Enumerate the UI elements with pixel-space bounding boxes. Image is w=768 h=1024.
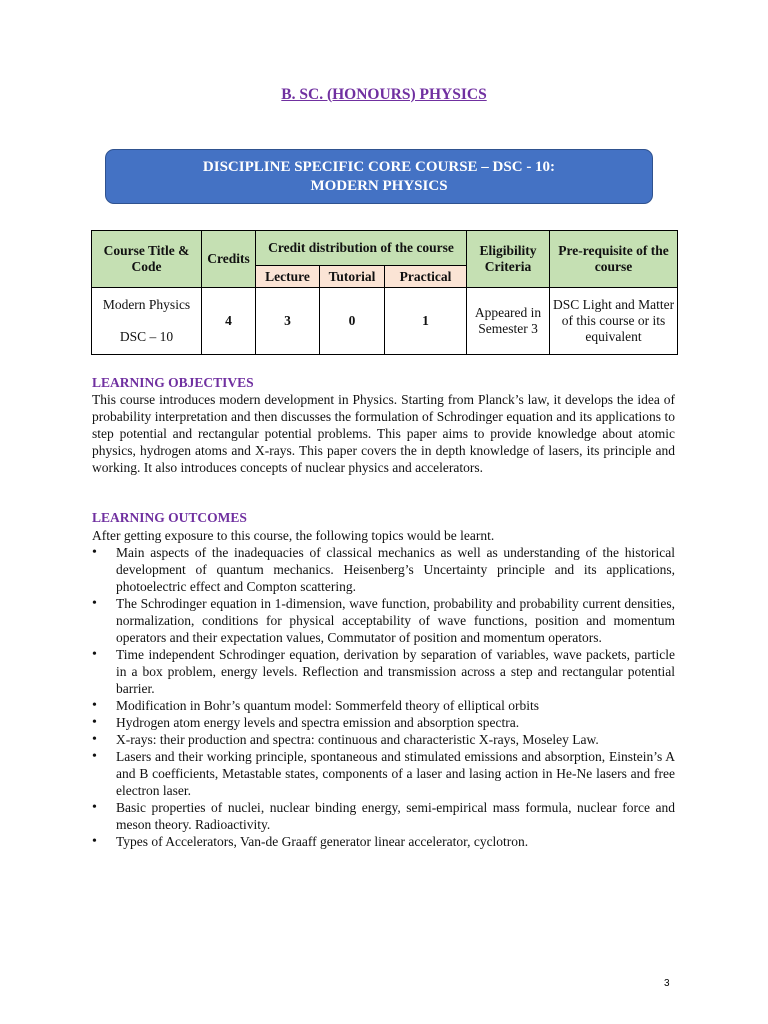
header-credit-distribution: Credit distribution of the course: [256, 231, 467, 266]
learning-objectives-text: This course introduces modern development in Physics. Starting from Planck’s law, it develops the idea of probability interpretation and then discusses the formulation of Schrodinger equation and its applications to step potential and rectangular potential problems. This paper aims to provide knowledge about atomic physics, hydrogen atoms and X-rays. This paper covers the in depth knowledge of lasers, its principle and working. It also introduces concepts of nuclear physics and accelerators.: [92, 392, 675, 475]
cell-eligibility: Appeared in Semester 3: [467, 288, 550, 355]
list-item: • Time independent Schrodinger equation, derivation by separation of variables, wave packets, particle in a box problem, energy levels. Reflection and transmission across a step and rectangular potential barrier.: [92, 646, 675, 697]
header-tutorial: Tutorial: [320, 266, 385, 288]
cell-prerequisite: DSC Light and Matter of this course or its equivalent: [550, 288, 678, 355]
learning-objectives-heading: LEARNING OBJECTIVES: [92, 375, 254, 390]
credit-distribution-table: [91, 230, 678, 355]
header-prerequisite: Pre-requisite of the course: [550, 231, 678, 288]
cell-lecture: 3: [256, 288, 320, 355]
list-item: • Basic properties of nuclei, nuclear binding energy, semi-empirical mass formula, nuclear force and meson theory. Radioactivity.: [92, 799, 675, 833]
learning-outcomes-heading: LEARNING OUTCOMES: [92, 510, 247, 525]
cell-practical: 1: [385, 288, 467, 355]
cell-tutorial: 0: [320, 288, 385, 355]
list-item: • Lasers and their working principle, spontaneous and stimulated emissions and absorption, Einstein’s A and B coefficients, Metastable states, components of a laser and lasing action in He-Ne lasers and free electron laser.: [92, 748, 675, 799]
list-item: • The Schrodinger equation in 1-dimension, wave function, probability and probability current densities, normalization, conditions for physical acceptability of wave functions, position and momentum operators and their expectation values, Commutator of position and momentum operators.: [92, 595, 675, 646]
course-name: Modern Physics: [102, 297, 191, 312]
header-practical: Practical: [385, 266, 467, 288]
banner-line-2: MODERN PHYSICS: [310, 178, 448, 194]
cell-course: [92, 288, 202, 355]
header-credits: Credits: [202, 231, 256, 288]
list-item: • X-rays: their production and spectra: continuous and characteristic X-rays, Moseley Law.: [92, 731, 675, 748]
header-lecture: Lecture: [256, 266, 320, 288]
cell-credits: 4: [202, 288, 256, 355]
page-title: B. SC. (HONOURS) PHYSICS: [281, 86, 487, 103]
list-item: • Modification in Bohr’s quantum model: Sommerfeld theory of elliptical orbits: [92, 697, 675, 714]
learning-outcomes-list: [92, 544, 675, 850]
list-item: • Types of Accelerators, Van-de Graaff generator linear accelerator, cyclotron.: [92, 833, 675, 850]
list-item: • Hydrogen atom energy levels and spectra emission and absorption spectra.: [92, 714, 675, 731]
page-number: 3: [664, 978, 670, 989]
learning-outcomes-intro: After getting exposure to this course, the following topics would be learnt.: [92, 528, 495, 543]
list-item: • Main aspects of the inadequacies of classical mechanics as well as understanding of the historical development of quantum mechanics. Heisenberg’s Uncertainty principle and its applications, photoelectric effect and Compton scattering.: [92, 544, 675, 595]
header-course-title: Course Title & Code: [92, 231, 202, 288]
header-eligibility: Eligibility Criteria: [467, 231, 550, 288]
banner-line-1: DISCIPLINE SPECIFIC CORE COURSE – DSC - 10:: [202, 159, 556, 175]
course-code: DSC – 10: [119, 329, 174, 344]
table-row: [92, 288, 678, 355]
table-header-row: [92, 231, 678, 266]
course-banner: [105, 149, 653, 204]
